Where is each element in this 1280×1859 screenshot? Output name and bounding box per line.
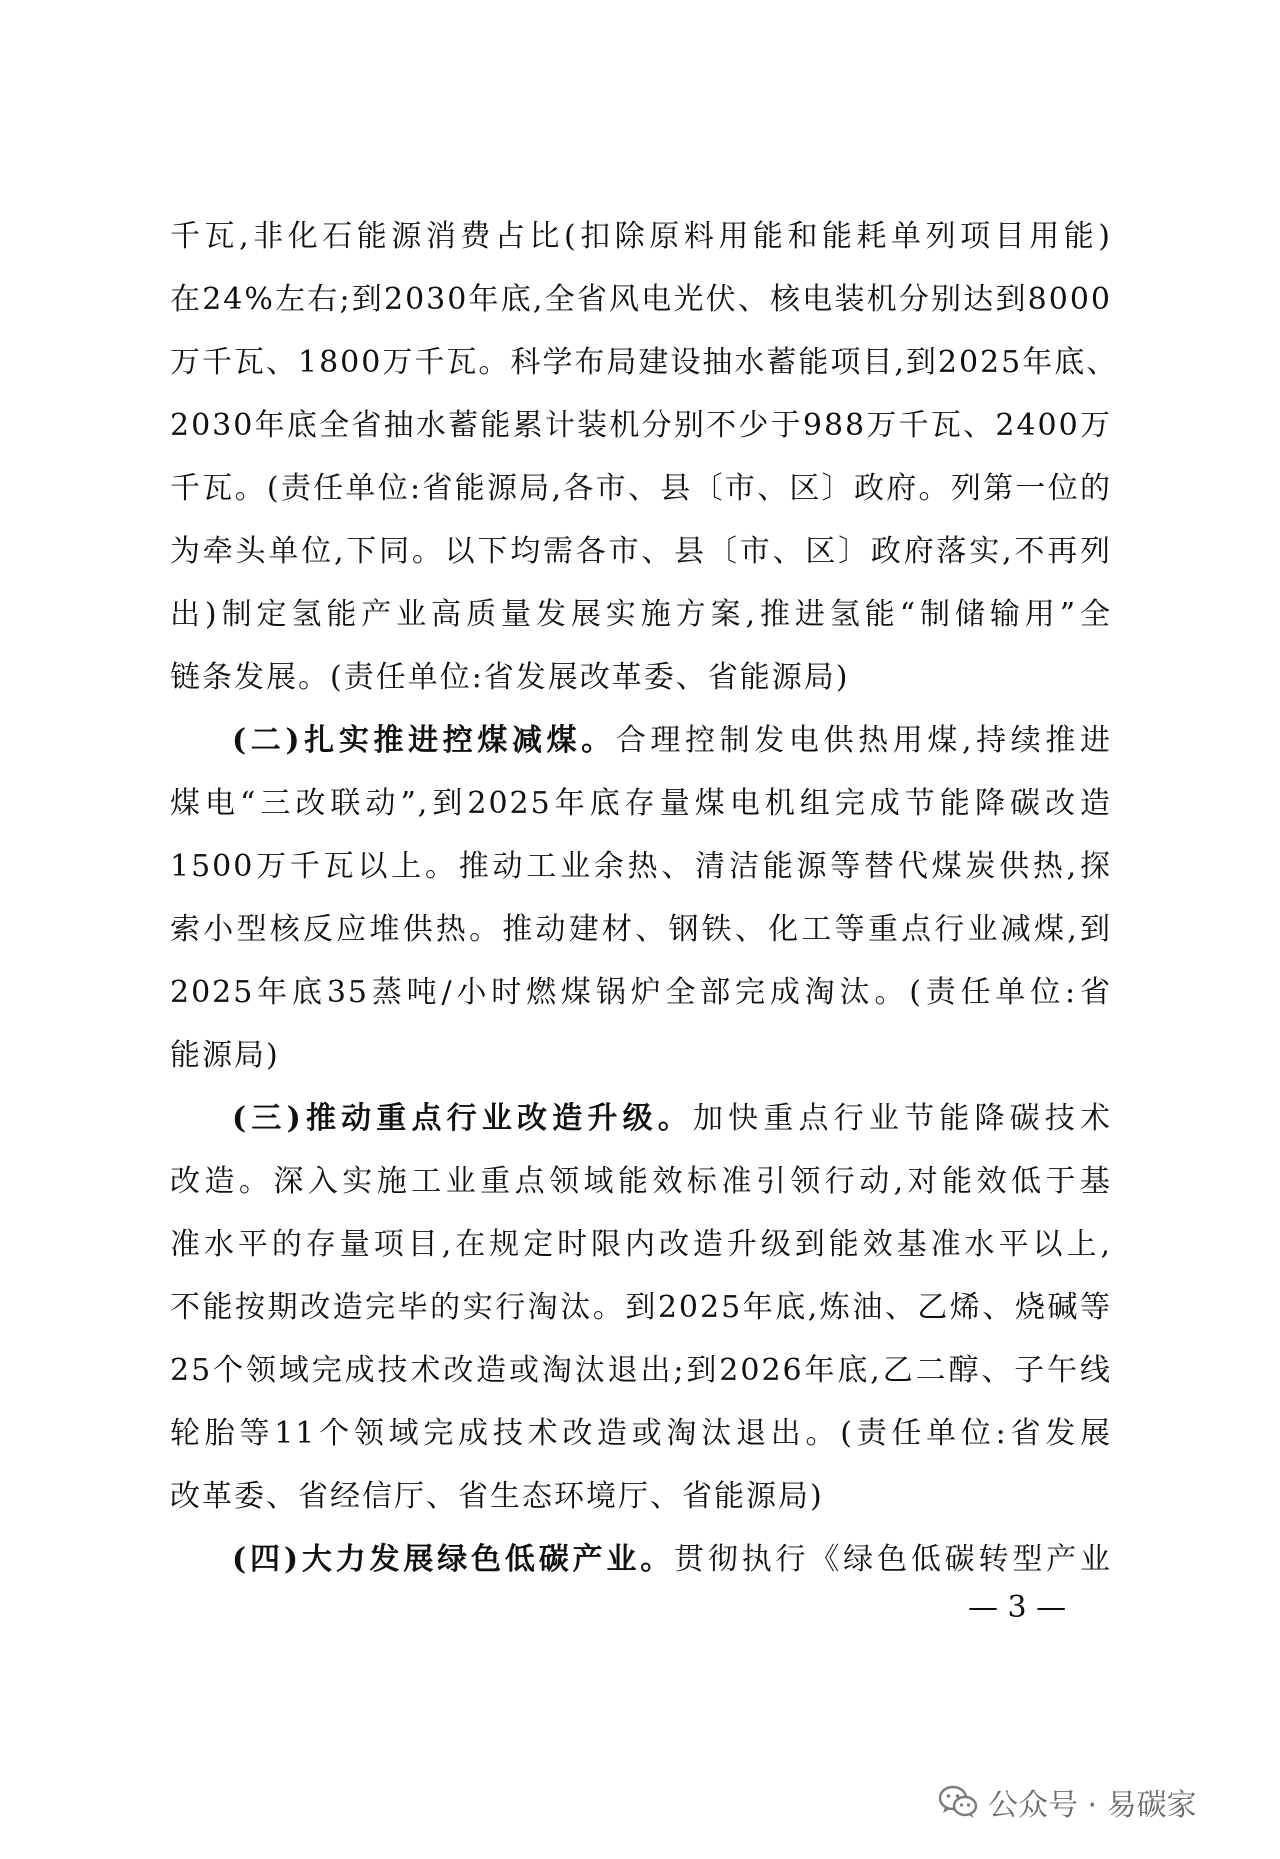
text-line: 轮胎等11个领域完成技术改造或淘汰退出。(责任单位:省发展 — [170, 1416, 1112, 1451]
text-line: 千瓦。(责任单位:省能源局,各市、县〔市、区〕政府。列第一位的 — [170, 471, 1112, 506]
paragraph-2 — [170, 709, 1112, 1087]
text-line: 2030年底全省抽水蓄能累计装机分别不少于988万千瓦、2400万 — [170, 408, 1112, 443]
watermark — [938, 1780, 1197, 1824]
heading-rest: 合理控制发电供热用煤,持续推进 — [615, 723, 1112, 758]
text-line: 链条发展。(责任单位:省发展改革委、省能源局) — [170, 660, 850, 695]
text-line: 在24%左右;到2030年底,全省风电光伏、核电装机分别达到8000 — [170, 282, 1112, 317]
text-line — [170, 1087, 1112, 1150]
text-line: 改造。深入实施工业重点领域能效标准引领行动,对能效低于基 — [170, 1164, 1112, 1199]
document-body — [170, 205, 1119, 1591]
text-line — [170, 1528, 1112, 1591]
wechat-icon — [938, 1784, 978, 1820]
section-heading: (四)大力发展绿色低碳产业。 — [232, 1542, 675, 1577]
text-line: 能源局) — [170, 1038, 280, 1073]
text-line: 2025年底35蒸吨/小时燃煤锅炉全部完成淘汰。(责任单位:省 — [170, 975, 1112, 1010]
watermark-text: 公众号 · 易碳家 — [988, 1788, 1197, 1823]
text-line: 索小型核反应堆供热。推动建材、钢铁、化工等重点行业减煤,到 — [170, 912, 1112, 947]
paragraph-1 — [170, 205, 1119, 709]
text-line: 25个领域完成技术改造或淘汰退出;到2026年底,乙二醇、子午线 — [170, 1353, 1112, 1388]
text-line: 不能按期改造完毕的实行淘汰。到2025年底,炼油、乙烯、烧碱等 — [170, 1290, 1112, 1325]
text-line: 出)制定氢能产业高质量发展实施方案,推进氢能“制储输用”全 — [170, 597, 1112, 632]
section-heading: (三)推动重点行业改造升级。 — [232, 1101, 693, 1136]
text-line: 改革委、省经信厅、省生态环境厅、省能源局) — [170, 1479, 824, 1514]
text-line: 准水平的存量项目,在规定时限内改造升级到能效基准水平以上, — [170, 1227, 1112, 1262]
text-line: 万千瓦、1800万千瓦。科学布局建设抽水蓄能项目,到2025年底、 — [170, 345, 1119, 380]
page-number: — 3 — — [968, 1590, 1067, 1625]
section-heading: (二)扎实推进控煤减煤。 — [232, 723, 616, 758]
text-line: 千瓦,非化石能源消费占比(扣除原料用能和能耗单列项目用能) — [170, 219, 1112, 254]
heading-rest: 加快重点行业节能降碳技术 — [692, 1101, 1113, 1136]
heading-rest: 贯彻执行《绿色低碳转型产业 — [674, 1542, 1113, 1577]
text-line: 煤电“三改联动”,到2025年底存量煤电机组完成节能降碳改造 — [170, 786, 1112, 821]
text-line: 为牵头单位,下同。以下均需各市、县〔市、区〕政府落实,不再列 — [170, 534, 1112, 569]
text-line — [170, 709, 1112, 772]
paragraph-3 — [170, 1087, 1112, 1528]
text-line: 1500万千瓦以上。推动工业余热、清洁能源等替代煤炭供热,探 — [170, 849, 1112, 884]
paragraph-4 — [170, 1528, 1112, 1591]
